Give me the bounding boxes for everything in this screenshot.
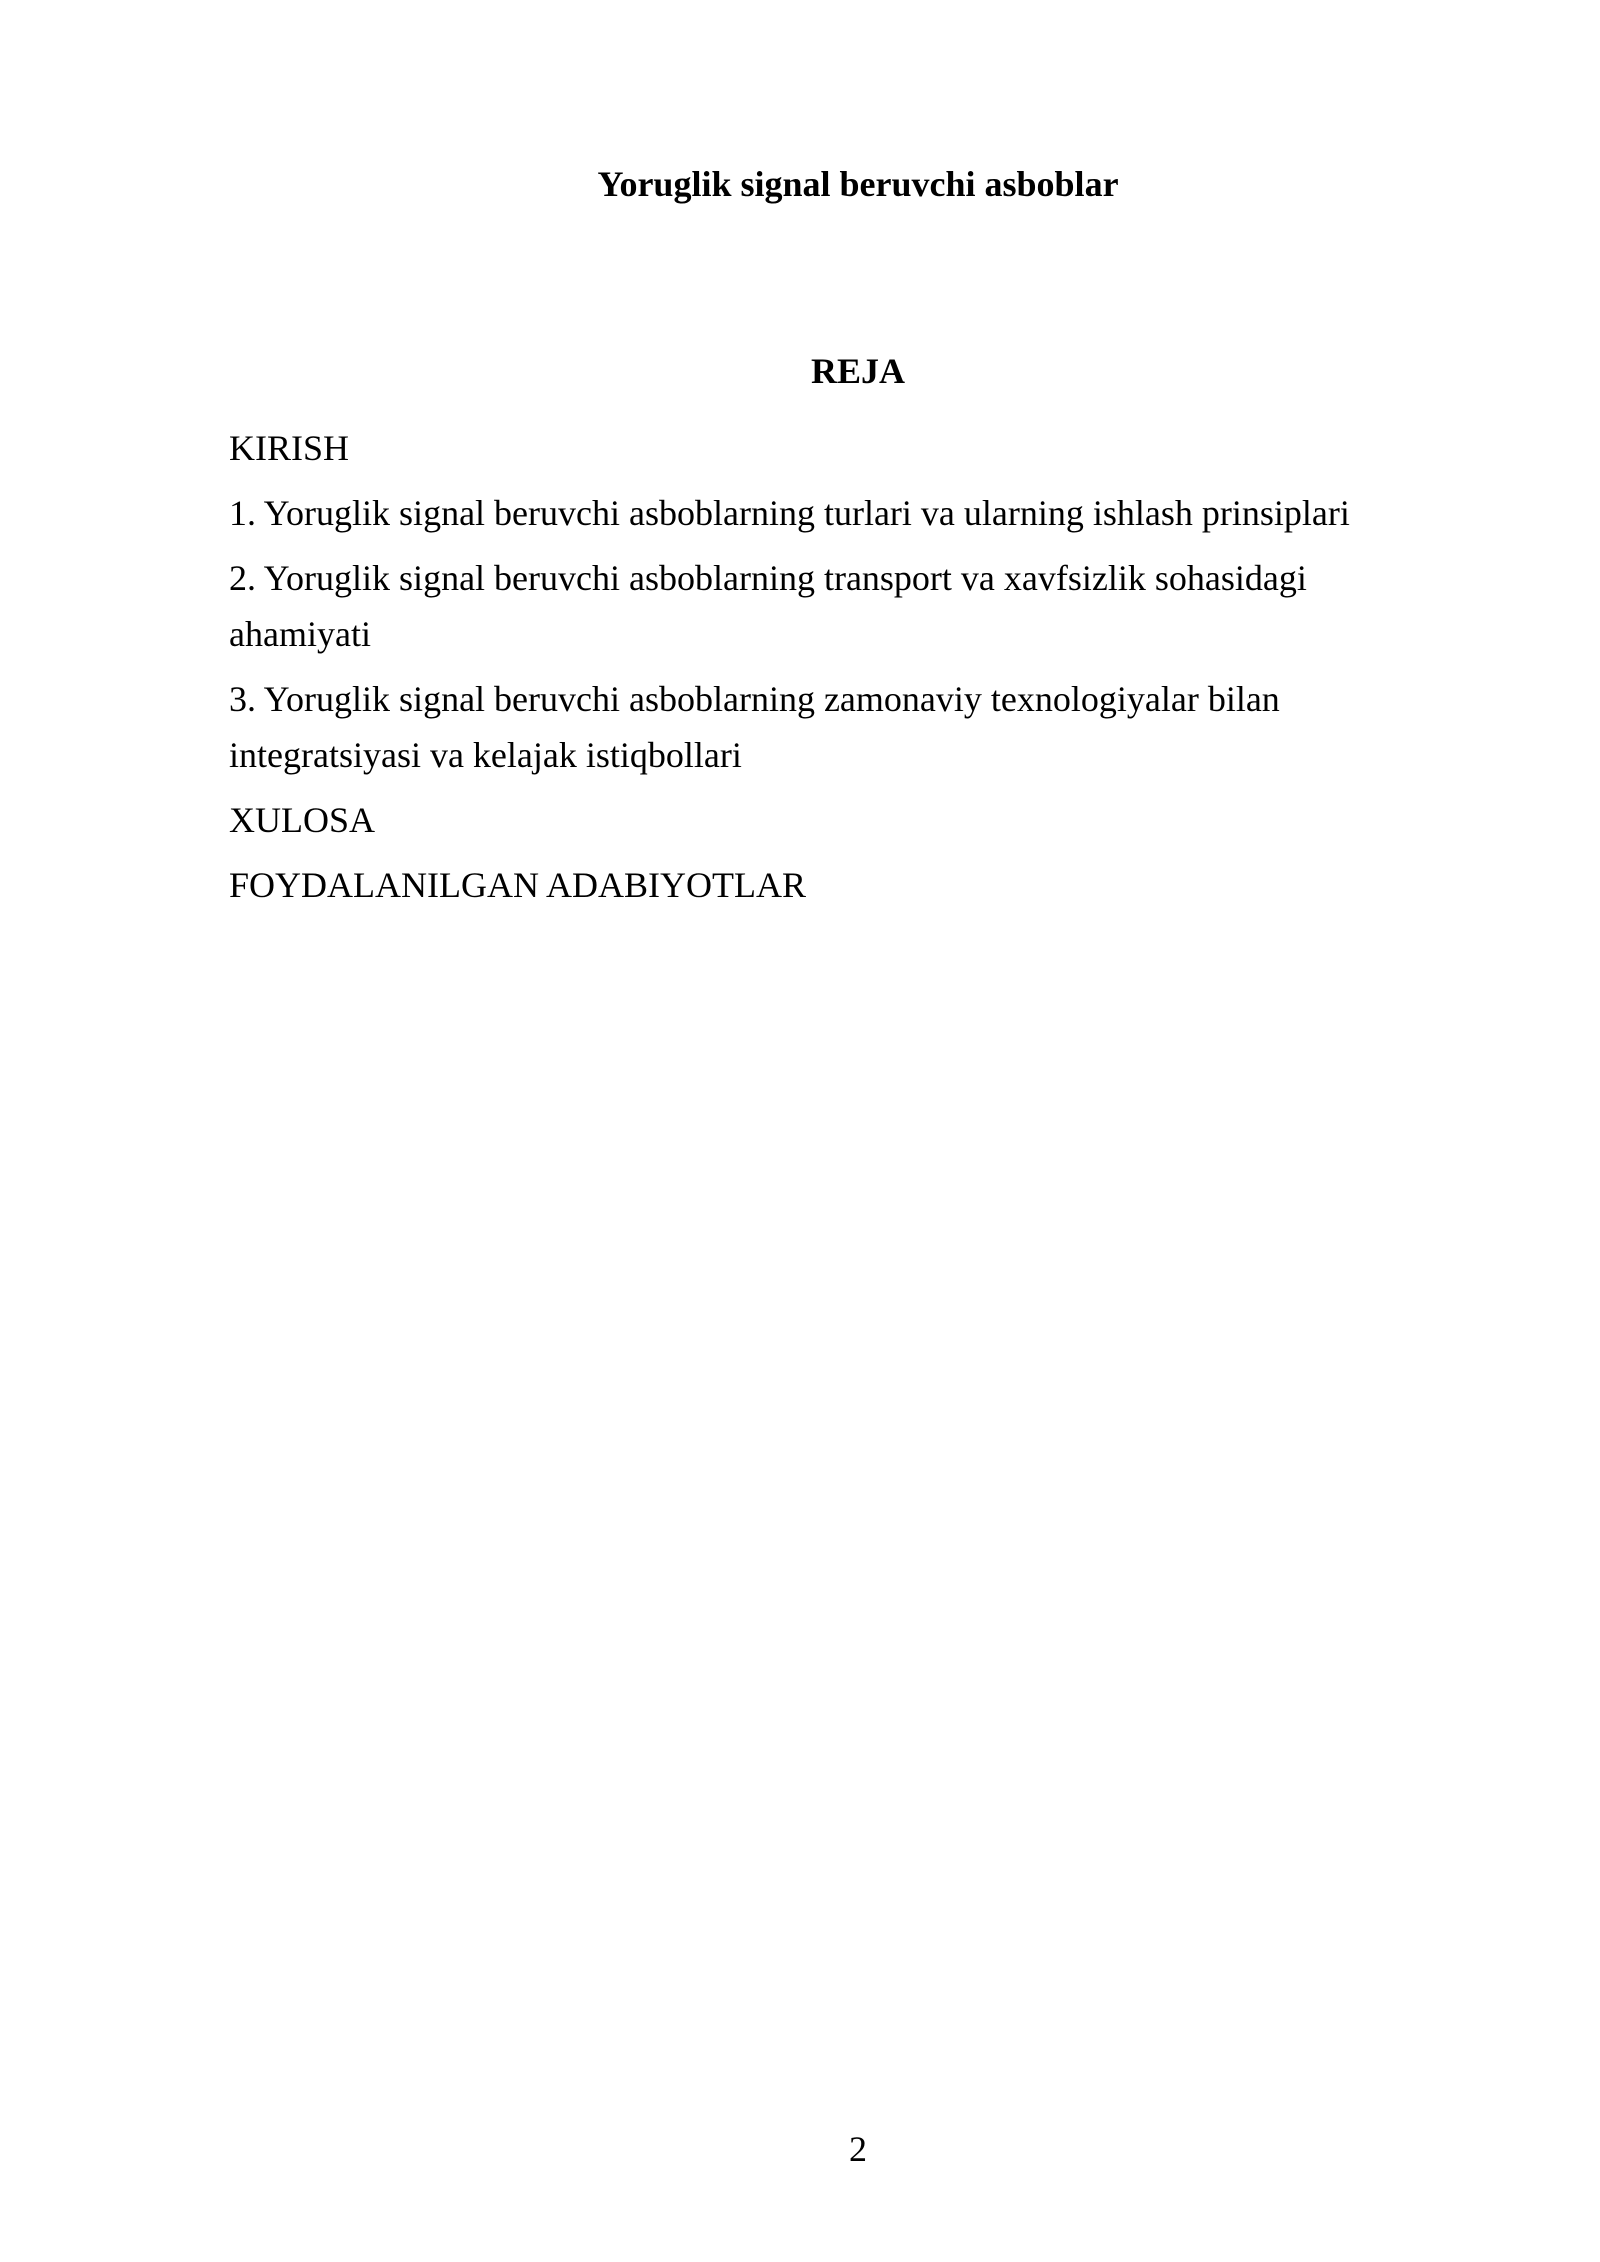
document-title: Yoruglik signal beruvchi asboblar <box>597 164 1119 204</box>
plan-heading: REJA <box>810 351 905 391</box>
plan-item-introduction: KIRISH <box>229 428 350 468</box>
plan-item-references: FOYDALANILGAN ADABIYOTLAR <box>229 865 806 905</box>
plan-list <box>229 420 1419 922</box>
page-number: 2 <box>849 2129 867 2169</box>
plan-item-3: 3. Yoruglik signal beruvchi asboblarning zamonaviy texnologiyalar bilan integratsiyasi va kelajak istiqbollari <box>229 679 1280 775</box>
plan-item-1: 1. Yoruglik signal beruvchi asboblarning turlari va ularning ishlash prinsiplari <box>229 493 1350 533</box>
plan-item-conclusion: XULOSA <box>229 800 376 840</box>
plan-item-2: 2. Yoruglik signal beruvchi asboblarning transport va xavfsizlik sohasidagi ahamiyati <box>229 558 1307 654</box>
